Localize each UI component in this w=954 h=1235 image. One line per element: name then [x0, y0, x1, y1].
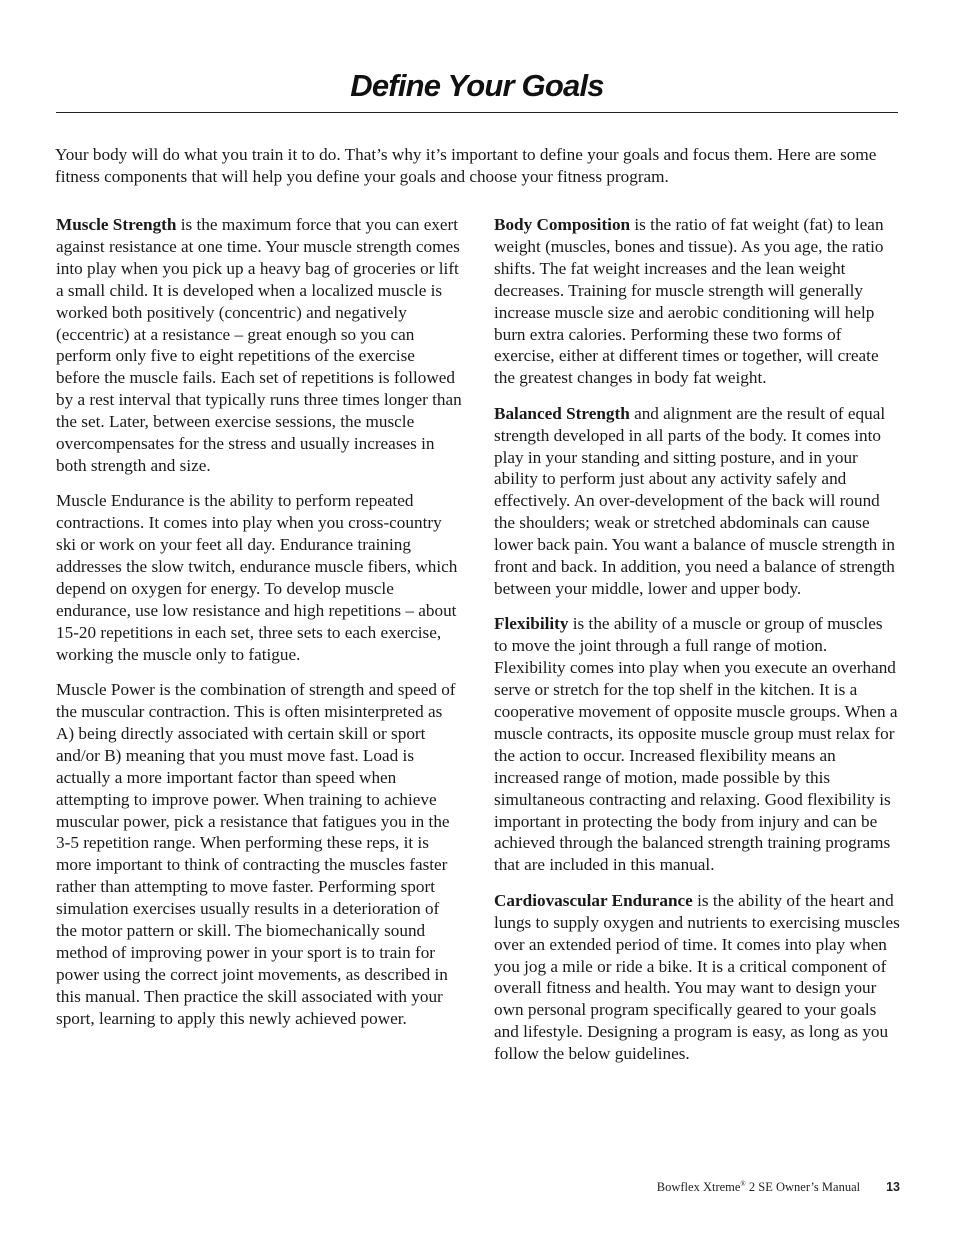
cardiovascular-endurance-paragraph	[494, 890, 900, 1065]
muscle-endurance-paragraph: Muscle Endurance is the ability to perform repeated contractions. It comes into play when you cross-country ski or work on your feet all day. Endurance training addresses the slow twitch, endurance muscle fibers, which depend on oxygen for energy. To develop muscle endurance, use low resistance and high repetitions – about 15-20 repetitions in each set, three sets to each exercise, working the muscle only to fatigue.	[56, 491, 458, 664]
flexibility-term: Flexibility	[494, 614, 569, 634]
left-column	[56, 214, 462, 1043]
intro-paragraph: Your body will do what you train it to do. That’s why it’s important to define your goals and focus them. Here are some fitness components that will help you define your goals and choose your fitness program.	[55, 145, 877, 186]
right-column	[494, 214, 900, 1079]
footer-brand: Bowflex Xtreme	[656, 1180, 741, 1195]
balanced-strength-text: and alignment are the result of equal strength developed in all parts of the body. It comes into play in your standing and sitting posture, and in your ability to perform just about any activity safely and effectively. An over-development of the back will round the shoulders; weak or stretched abdominals can cause lower back pain. You want a balance of muscle strength in front and back. In addition, you need a balance of strength between your middle, lower and upper body.	[494, 403, 895, 598]
body-composition-term: Body Composition	[494, 215, 631, 234]
page-footer	[657, 1180, 900, 1195]
page-title: Define Your Goals	[350, 68, 604, 103]
muscle-strength-paragraph	[56, 214, 462, 477]
body-composition-paragraph	[494, 214, 900, 389]
flexibility-paragraph	[494, 613, 900, 876]
balanced-strength-paragraph	[494, 403, 900, 600]
muscle-strength-text: is the maximum force that you can exert against resistance at one time. Your muscle strength comes into play when you pick up a heavy bag of groceries or lift a small child. It is developed when a localized muscle is worked both positively (concentric) and negatively (eccentric) at a resistance – great enough so you can perform only five to eight repetitions of the exercise before the muscle fails. Each set of repetitions is followed by a rest interval that typically runs three times longer than the set. Later, between exercise sessions, the muscle overcompensates for the stress and usually increases in both strength and size.	[56, 215, 462, 475]
trademark-symbol: ®	[740, 1180, 746, 1188]
title-divider	[56, 112, 898, 113]
footer-model: 2 SE Owner’s Manual	[745, 1180, 861, 1195]
cardiovascular-endurance-text: is the ability of the heart and lungs to supply oxygen and nutrients to exercising muscles over an extended period of time. It comes into play when you jog a mile or ride a bike. It is a critical component of overall fitness and health. You may want to design your own personal program specifically geared to your goals and lifestyle. Designing a program is easy, as long as you follow the below guidelines.	[494, 890, 900, 1064]
page-number: 13	[886, 1180, 900, 1195]
balanced-strength-term: Balanced Strength	[494, 403, 630, 423]
cardiovascular-endurance-term: Cardiovascular Endurance	[494, 890, 693, 910]
muscle-power-paragraph: Muscle Power is the combination of strength and speed of the muscular contraction. This is often misinterpreted as A) being directly associated with certain skill or sport and/or B) meaning that you must move fast. Load is actually a more important factor than speed when attempting to improve power. When training to achieve muscular power, pick a resistance that fatigues you in the 3-5 repetition range. When performing these reps, it is more important to think of contracting the muscles faster rather than attempting to move faster. Performing sport simulation exercises usually results in a deterioration of the motor pattern or skill. The biomechanically sound method of improving power in your sport is to train for power using the correct joint movements, as described in this manual. Then practice the skill associated with your sport, learning to apply this newly achieved power.	[56, 680, 456, 1028]
flexibility-text: is the ability of a muscle or group of muscles to move the joint through a full range of motion. Flexibility comes into play when you execute an overhand serve or stretch for the top shelf in the kitchen. It is a cooperative movement of opposite muscle groups. When a muscle contracts, its opposite muscle group must relax for the action to occur. Increased flexibility means an increased range of motion, made possible by this simultaneous contracting and relaxing. Good flexibility is important in protecting the body from injury and can be achieved through the balanced strength training programs that are included in this manual.	[494, 614, 898, 875]
footer-manual-title	[657, 1180, 860, 1195]
body-composition-text: is the ratio of fat weight (fat) to lean weight (muscles, bones and tissue). As you age, the ratio shifts. The fat weight increases and the lean weight decreases. Training for muscle strength will generally increase muscle size and aerobic conditioning will help burn extra calories. Performing these two forms of exercise, either at different times or together, will create the greatest changes in body fat weight.	[494, 215, 884, 388]
muscle-strength-term: Muscle Strength	[56, 215, 177, 234]
